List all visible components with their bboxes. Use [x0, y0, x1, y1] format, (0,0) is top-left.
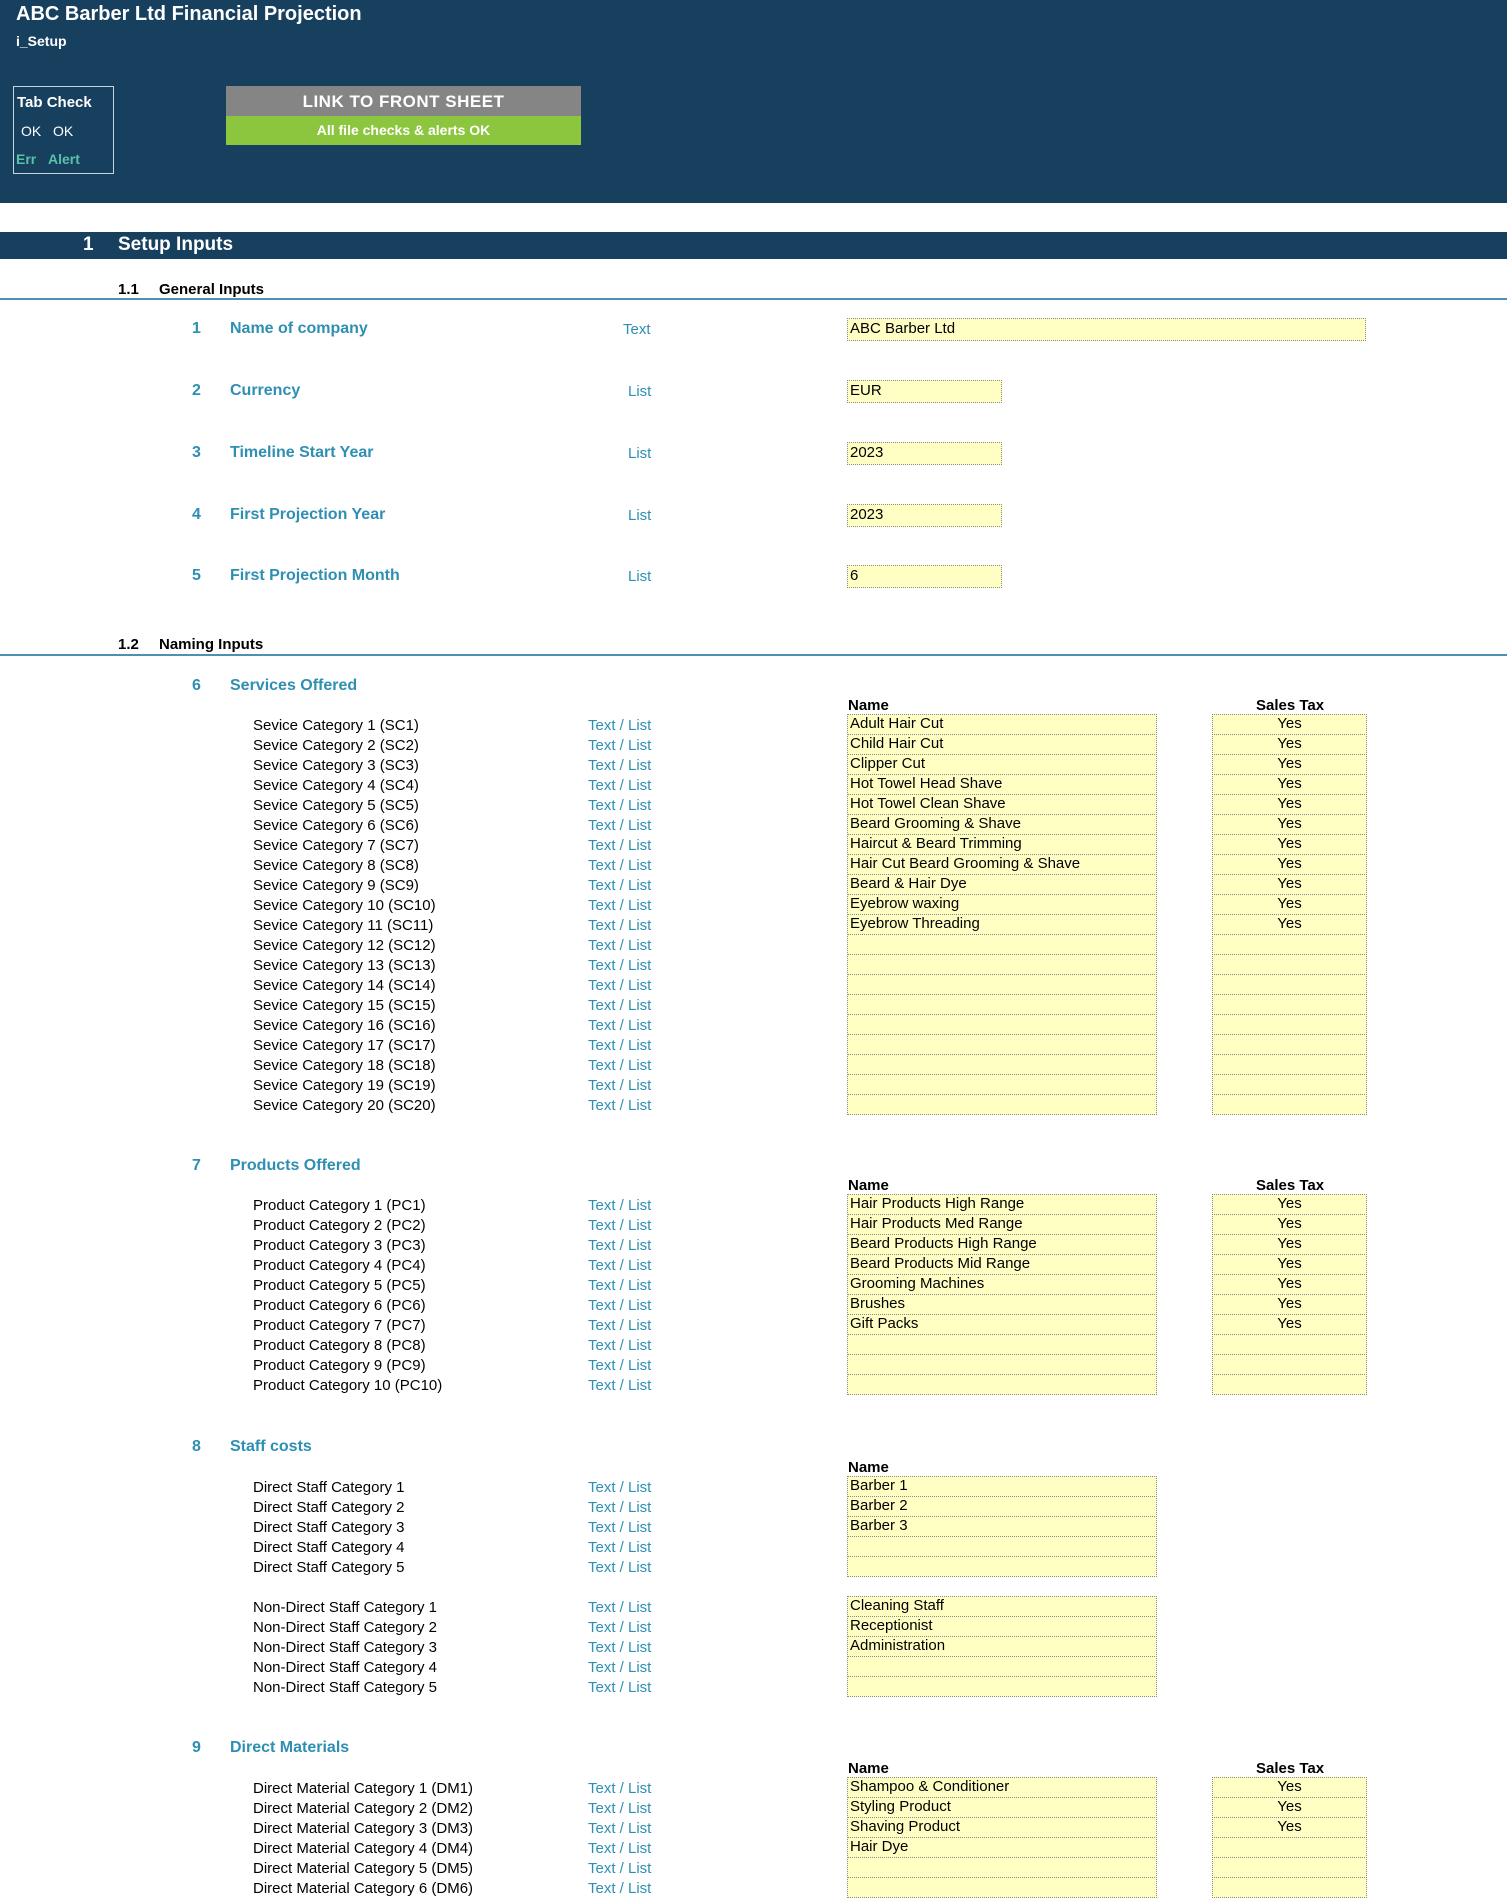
input-type: Text / List	[588, 1860, 652, 1877]
input-type: Text / List	[588, 717, 652, 734]
name-input-cell[interactable]: Receptionist	[847, 1616, 1157, 1637]
sales-tax-cell[interactable]: Yes	[1212, 774, 1367, 795]
tab-check-ok-1: OK	[21, 123, 42, 139]
row-label: Sevice Category 18 (SC18)	[253, 1057, 436, 1074]
sheet-name: i_Setup	[16, 33, 67, 49]
sales-tax-cell[interactable]: Yes	[1212, 1274, 1367, 1295]
input-type: Text / List	[588, 757, 652, 774]
tab-check-panel	[13, 86, 114, 174]
input-type: Text / List	[588, 1017, 652, 1034]
row-label: Product Category 6 (PC6)	[253, 1297, 426, 1314]
name-input-cell[interactable]	[847, 934, 1157, 955]
row-label: Product Category 5 (PC5)	[253, 1277, 426, 1294]
input-type: Text	[623, 321, 651, 338]
name-input-cell[interactable]	[847, 974, 1157, 995]
input-type: Text / List	[588, 1057, 652, 1074]
column-header-name: Name	[848, 697, 889, 714]
name-input-cell[interactable]	[847, 1374, 1157, 1395]
name-input-cell[interactable]	[847, 1676, 1157, 1697]
input-type: Text / List	[588, 957, 652, 974]
input-type: Text / List	[588, 737, 652, 754]
column-header-sales-tax: Sales Tax	[1256, 1760, 1325, 1777]
row-label: Product Category 10 (PC10)	[253, 1377, 443, 1394]
input-type: Text / List	[588, 1840, 652, 1857]
input-type: Text / List	[588, 1479, 652, 1496]
general-input-field[interactable]: ABC Barber Ltd	[847, 318, 1366, 341]
name-input-cell[interactable]	[847, 1536, 1157, 1557]
input-type: Text / List	[588, 1639, 652, 1656]
row-label: Sevice Category 3 (SC3)	[253, 757, 419, 774]
general-input-field[interactable]: 2023	[847, 442, 1002, 465]
name-input-cell[interactable]: Barber 1	[847, 1476, 1157, 1497]
sales-tax-cell[interactable]: Yes	[1212, 854, 1367, 875]
name-input-cell[interactable]	[847, 1354, 1157, 1375]
name-input-cell[interactable]	[847, 1857, 1157, 1878]
input-type: Text / List	[588, 997, 652, 1014]
row-label: Product Category 7 (PC7)	[253, 1317, 426, 1334]
row-label: Product Category 2 (PC2)	[253, 1217, 426, 1234]
row-label: Sevice Category 17 (SC17)	[253, 1037, 436, 1054]
name-input-cell[interactable]: Haircut & Beard Trimming	[847, 834, 1157, 855]
sales-tax-cell[interactable]: Yes	[1212, 734, 1367, 755]
row-label: Product Category 1 (PC1)	[253, 1197, 426, 1214]
name-input-cell[interactable]	[847, 1094, 1157, 1115]
sales-tax-cell[interactable]	[1212, 1837, 1367, 1858]
row-label: Sevice Category 10 (SC10)	[253, 897, 436, 914]
name-input-cell[interactable]	[847, 1334, 1157, 1355]
row-label: Sevice Category 11 (SC11)	[253, 917, 434, 934]
row-label: Sevice Category 9 (SC9)	[253, 877, 419, 894]
sales-tax-cell[interactable]: Yes	[1212, 1234, 1367, 1255]
input-type: Text / List	[588, 1357, 652, 1374]
input-type: Text / List	[588, 1337, 652, 1354]
input-type: Text / List	[588, 1037, 652, 1054]
column-header-name: Name	[848, 1177, 889, 1194]
general-input-field[interactable]: 2023	[847, 504, 1002, 527]
name-input-cell[interactable]: Hair Products Med Range	[847, 1214, 1157, 1235]
sales-tax-cell[interactable]: Yes	[1212, 754, 1367, 775]
input-type: Text / List	[588, 1539, 652, 1556]
subsection-rule	[0, 654, 1507, 656]
item-number: 3	[192, 444, 201, 461]
section-title: Setup Inputs	[118, 234, 234, 255]
subsection-rule	[0, 298, 1507, 300]
row-label: Non-Direct Staff Category 1	[253, 1599, 437, 1616]
input-type: Text / List	[588, 817, 652, 834]
name-input-cell[interactable]: Gift Packs	[847, 1314, 1157, 1335]
row-label: Sevice Category 1 (SC1)	[253, 717, 419, 734]
general-input-label: First Projection Month	[230, 567, 400, 584]
column-header-name: Name	[848, 1459, 889, 1476]
item-number: 8	[192, 1438, 201, 1455]
row-label: Sevice Category 12 (SC12)	[253, 937, 436, 954]
sales-tax-cell[interactable]	[1212, 954, 1367, 975]
input-type: Text / List	[588, 1820, 652, 1837]
general-input-field[interactable]: 6	[847, 565, 1002, 588]
input-type: Text / List	[588, 1659, 652, 1676]
input-type: Text / List	[588, 777, 652, 794]
services-title: Services Offered	[230, 677, 358, 694]
name-input-cell[interactable]: Beard Products Mid Range	[847, 1254, 1157, 1275]
input-type: Text / List	[588, 857, 652, 874]
row-label: Sevice Category 16 (SC16)	[253, 1017, 436, 1034]
item-number: 2	[192, 382, 201, 399]
row-label: Sevice Category 5 (SC5)	[253, 797, 419, 814]
input-type: Text / List	[588, 877, 652, 894]
row-label: Direct Staff Category 3	[253, 1519, 405, 1536]
row-label: Sevice Category 2 (SC2)	[253, 737, 419, 754]
sales-tax-cell[interactable]: Yes	[1212, 714, 1367, 735]
input-type: List	[628, 445, 652, 462]
name-input-cell[interactable]	[847, 954, 1157, 975]
name-input-cell[interactable]: Hair Products High Range	[847, 1194, 1157, 1215]
sales-tax-cell[interactable]	[1212, 974, 1367, 995]
link-to-front-sheet-button[interactable]: LINK TO FRONT SHEET	[226, 86, 581, 116]
name-input-cell[interactable]	[847, 1014, 1157, 1035]
products-title: Products Offered	[230, 1157, 361, 1174]
row-label: Product Category 9 (PC9)	[253, 1357, 426, 1374]
input-type: Text / List	[588, 1519, 652, 1536]
name-input-cell[interactable]: Eyebrow waxing	[847, 894, 1157, 915]
input-type: List	[628, 507, 652, 524]
sales-tax-cell[interactable]	[1212, 1857, 1367, 1878]
sales-tax-cell[interactable]	[1212, 934, 1367, 955]
section-number: 1	[83, 234, 94, 255]
tab-check-alert: Alert	[48, 151, 80, 167]
input-type: Text / List	[588, 917, 652, 934]
input-type: Text / List	[588, 1377, 652, 1394]
sales-tax-cell[interactable]: Yes	[1212, 1294, 1367, 1315]
sales-tax-cell[interactable]	[1212, 1354, 1367, 1375]
name-input-cell[interactable]: Clipper Cut	[847, 754, 1157, 775]
sales-tax-cell[interactable]	[1212, 1054, 1367, 1075]
sales-tax-cell[interactable]	[1212, 1094, 1367, 1115]
column-header-name: Name	[848, 1760, 889, 1777]
row-label: Product Category 3 (PC3)	[253, 1237, 426, 1254]
subsection-title: Naming Inputs	[159, 636, 264, 653]
general-input-field[interactable]: EUR	[847, 380, 1002, 403]
name-input-cell[interactable]: Child Hair Cut	[847, 734, 1157, 755]
row-label: Sevice Category 20 (SC20)	[253, 1097, 436, 1114]
row-label: Non-Direct Staff Category 3	[253, 1639, 437, 1656]
tab-check-title: Tab Check	[17, 94, 92, 111]
row-label: Non-Direct Staff Category 5	[253, 1679, 437, 1696]
row-label: Direct Staff Category 1	[253, 1479, 405, 1496]
subsection-number: 1.1	[118, 281, 139, 298]
sales-tax-cell[interactable]	[1212, 1014, 1367, 1035]
name-input-cell[interactable]: Beard Products High Range	[847, 1234, 1157, 1255]
input-type: Text / List	[588, 1599, 652, 1616]
name-input-cell[interactable]: Hot Towel Head Shave	[847, 774, 1157, 795]
name-input-cell[interactable]	[847, 1054, 1157, 1075]
row-label: Sevice Category 6 (SC6)	[253, 817, 419, 834]
item-number: 4	[192, 506, 201, 523]
staff-title: Staff costs	[230, 1438, 312, 1455]
row-label: Non-Direct Staff Category 4	[253, 1659, 437, 1676]
sales-tax-cell[interactable]: Yes	[1212, 1777, 1367, 1798]
input-type: Text / List	[588, 1880, 652, 1897]
input-type: Text / List	[588, 837, 652, 854]
row-label: Sevice Category 8 (SC8)	[253, 857, 419, 874]
row-label: Direct Staff Category 5	[253, 1559, 405, 1576]
name-input-cell[interactable]: Styling Product	[847, 1797, 1157, 1818]
row-label: Direct Material Category 2 (DM2)	[253, 1800, 474, 1817]
sales-tax-cell[interactable]: Yes	[1212, 834, 1367, 855]
sales-tax-cell[interactable]	[1212, 1034, 1367, 1055]
sales-tax-cell[interactable]	[1212, 1074, 1367, 1095]
input-type: Text / List	[588, 1077, 652, 1094]
general-input-label: Currency	[230, 382, 301, 399]
input-type: List	[628, 568, 652, 585]
input-type: Text / List	[588, 1097, 652, 1114]
sales-tax-cell[interactable]	[1212, 1374, 1367, 1395]
subsection-title: General Inputs	[159, 281, 265, 298]
row-label: Sevice Category 15 (SC15)	[253, 997, 436, 1014]
row-label: Product Category 8 (PC8)	[253, 1337, 426, 1354]
input-type: Text / List	[588, 1197, 652, 1214]
column-header-sales-tax: Sales Tax	[1256, 697, 1325, 714]
name-input-cell[interactable]: Grooming Machines	[847, 1274, 1157, 1295]
name-input-cell[interactable]: Administration	[847, 1636, 1157, 1657]
row-label: Sevice Category 7 (SC7)	[253, 837, 419, 854]
item-number: 9	[192, 1739, 201, 1756]
sales-tax-cell[interactable]: Yes	[1212, 1214, 1367, 1235]
row-label: Product Category 4 (PC4)	[253, 1257, 426, 1274]
row-label: Non-Direct Staff Category 2	[253, 1619, 437, 1636]
row-label: Sevice Category 14 (SC14)	[253, 977, 436, 994]
column-header-sales-tax: Sales Tax	[1256, 1177, 1325, 1194]
sales-tax-cell[interactable]: Yes	[1212, 874, 1367, 895]
input-type: Text / List	[588, 1317, 652, 1334]
row-label: Direct Staff Category 2	[253, 1499, 405, 1516]
input-type: Text / List	[588, 977, 652, 994]
input-type: Text / List	[588, 1499, 652, 1516]
item-number: 7	[192, 1157, 201, 1174]
name-input-cell[interactable]: Beard & Hair Dye	[847, 874, 1157, 895]
row-label: Direct Material Category 4 (DM4)	[253, 1840, 474, 1857]
file-checks-status: All file checks & alerts OK	[226, 116, 581, 145]
name-input-cell[interactable]	[847, 1556, 1157, 1577]
input-type: Text / List	[588, 937, 652, 954]
sales-tax-cell[interactable]	[1212, 994, 1367, 1015]
row-label: Sevice Category 13 (SC13)	[253, 957, 436, 974]
name-input-cell[interactable]: Hair Cut Beard Grooming & Shave	[847, 854, 1157, 875]
sales-tax-cell[interactable]	[1212, 1877, 1367, 1898]
item-number: 1	[192, 320, 201, 337]
row-label: Sevice Category 4 (SC4)	[253, 777, 419, 794]
name-input-cell[interactable]	[847, 1656, 1157, 1677]
tab-check-err: Err	[16, 151, 37, 167]
input-type: Text / List	[588, 1800, 652, 1817]
name-input-cell[interactable]	[847, 1034, 1157, 1055]
general-input-label: Timeline Start Year	[230, 444, 374, 461]
item-number: 5	[192, 567, 201, 584]
name-input-cell[interactable]: Adult Hair Cut	[847, 714, 1157, 735]
name-input-cell[interactable]: Shaving Product	[847, 1817, 1157, 1838]
page-title: ABC Barber Ltd Financial Projection	[16, 3, 362, 25]
sales-tax-cell[interactable]: Yes	[1212, 1314, 1367, 1335]
row-label: Direct Material Category 5 (DM5)	[253, 1860, 474, 1877]
input-type: Text / List	[588, 1679, 652, 1696]
general-input-label: First Projection Year	[230, 506, 386, 523]
sales-tax-cell[interactable]: Yes	[1212, 814, 1367, 835]
name-input-cell[interactable]: Shampoo & Conditioner	[847, 1777, 1157, 1798]
input-type: Text / List	[588, 797, 652, 814]
input-type: Text / List	[588, 1559, 652, 1576]
name-input-cell[interactable]: Brushes	[847, 1294, 1157, 1315]
item-number: 6	[192, 677, 201, 694]
tab-check-ok-2: OK	[53, 123, 74, 139]
sales-tax-cell[interactable]: Yes	[1212, 1797, 1367, 1818]
name-input-cell[interactable]: Hair Dye	[847, 1837, 1157, 1858]
row-label: Direct Material Category 3 (DM3)	[253, 1820, 474, 1837]
subsection-number: 1.2	[118, 636, 139, 653]
name-input-cell[interactable]: Eyebrow Threading	[847, 914, 1157, 935]
row-label: Direct Staff Category 4	[253, 1539, 405, 1556]
sales-tax-cell[interactable]: Yes	[1212, 794, 1367, 815]
name-input-cell[interactable]: Cleaning Staff	[847, 1596, 1157, 1617]
input-type: Text / List	[588, 1297, 652, 1314]
sales-tax-cell[interactable]: Yes	[1212, 1194, 1367, 1215]
sales-tax-cell[interactable]: Yes	[1212, 914, 1367, 935]
row-label: Direct Material Category 1 (DM1)	[253, 1780, 474, 1797]
name-input-cell[interactable]	[847, 1074, 1157, 1095]
name-input-cell[interactable]: Beard Grooming & Shave	[847, 814, 1157, 835]
sales-tax-cell[interactable]	[1212, 1334, 1367, 1355]
name-input-cell[interactable]	[847, 994, 1157, 1015]
input-type: Text / List	[588, 1619, 652, 1636]
sales-tax-cell[interactable]: Yes	[1212, 1817, 1367, 1838]
input-type: Text / List	[588, 897, 652, 914]
row-label: Sevice Category 19 (SC19)	[253, 1077, 436, 1094]
name-input-cell[interactable]: Hot Towel Clean Shave	[847, 794, 1157, 815]
input-type: List	[628, 383, 652, 400]
input-type: Text / List	[588, 1277, 652, 1294]
input-type: Text / List	[588, 1237, 652, 1254]
input-type: Text / List	[588, 1217, 652, 1234]
materials-title: Direct Materials	[230, 1739, 350, 1756]
general-input-label: Name of company	[230, 320, 368, 337]
sales-tax-cell[interactable]: Yes	[1212, 894, 1367, 915]
row-label: Direct Material Category 6 (DM6)	[253, 1880, 474, 1897]
input-type: Text / List	[588, 1257, 652, 1274]
name-input-cell[interactable]: Barber 2	[847, 1496, 1157, 1517]
name-input-cell[interactable]: Barber 3	[847, 1516, 1157, 1537]
name-input-cell[interactable]	[847, 1877, 1157, 1898]
input-type: Text / List	[588, 1780, 652, 1797]
sales-tax-cell[interactable]: Yes	[1212, 1254, 1367, 1275]
